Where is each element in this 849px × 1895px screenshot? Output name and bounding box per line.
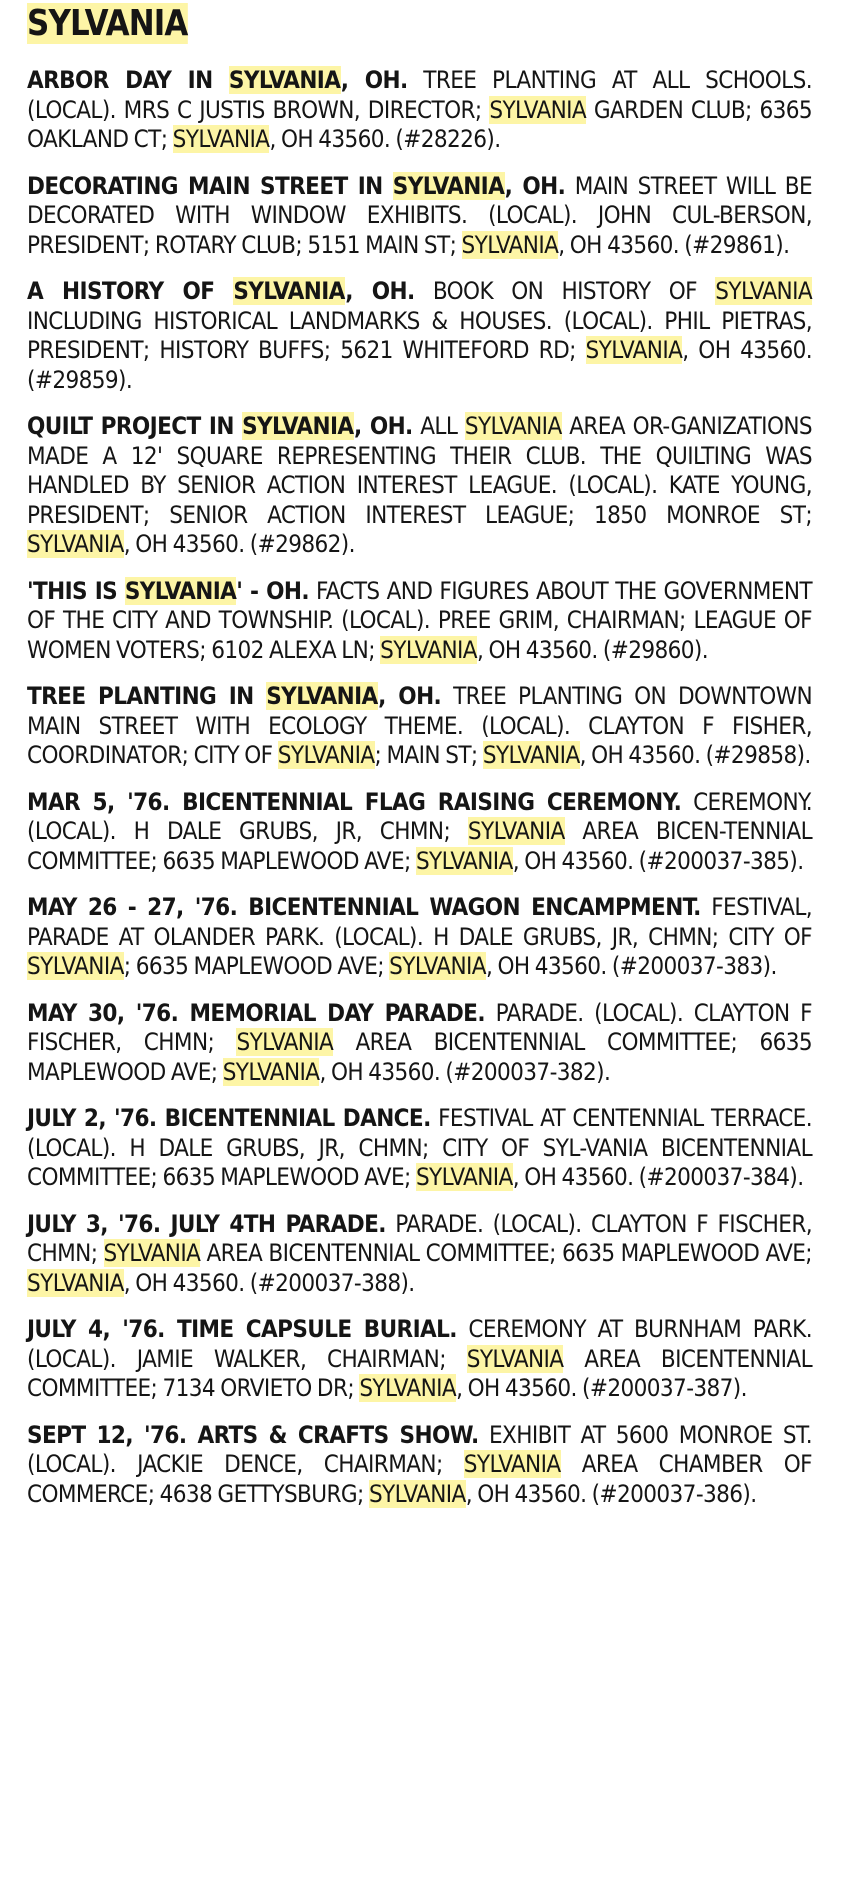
entry-body: FESTIVAL, PARADE AT OLANDER PARK. (LOCAL). H DALE GRUBS, JR, CHMN; CITY OF SYLVANIA; 6635 MAPLEWOOD AVE; SYLVANIA, OH 43560. (#200037-383). (27, 893, 812, 980)
highlighted-term: SYLVANIA (124, 576, 237, 605)
highlighted-term: SYLVANIA (277, 741, 375, 769)
highlighted-term: SYLVANIA (415, 846, 513, 875)
entry-this-is-sylvania (27, 577, 812, 666)
highlighted-term: SYLVANIA (103, 1239, 201, 1267)
entry-body: MAIN STREET WILL BE DECORATED WITH WINDOW EXHIBITS. (LOCAL). JOHN CUL-BERSON, PRESIDENT; ROTARY CLUB; 5151 MAIN ST; SYLVANIA, OH 43560. (#29861). (27, 171, 812, 259)
highlighted-term: SYLVANIA (461, 230, 559, 259)
entry-body: TREE PLANTING ON DOWNTOWN MAIN STREET WITH ECOLOGY THEME. (LOCAL). CLAYTON F FISHER, COORDINATOR; CITY OF SYLVANIA; MAIN ST; SYLVANIA, OH 43560. (#29858). (27, 682, 812, 769)
entry-title: MAY 26 - 27, '76. BICENTENNIAL WAGON ENCAMPMENT. (27, 893, 701, 921)
highlighted-term: SYLVANIA (415, 1163, 513, 1191)
highlighted-term: SYLVANIA (489, 95, 587, 124)
entry-arts-crafts-show (27, 1421, 812, 1510)
highlighted-term: SYLVANIA (27, 530, 124, 558)
entry-time-capsule-burial (27, 1315, 812, 1404)
page-heading (27, 0, 702, 47)
highlighted-term: SYLVANIA (392, 171, 505, 200)
entry-bicentennial-dance (27, 1104, 812, 1193)
entry-title: JULY 2, '76. BICENTENNIAL DANCE. (27, 1104, 431, 1132)
highlighted-term: SYLVANIA (466, 1344, 564, 1373)
highlighted-term: SYLVANIA (228, 66, 341, 94)
highlighted-term: SYLVANIA (715, 277, 813, 305)
entry-body: CEREMONY. (LOCAL). H DALE GRUBS, JR, CHMN; SYLVANIA AREA BICEN-TENNIAL COMMITTEE; 6635 MAPLEWOOD AVE; SYLVANIA, OH 43560. (#200037-385). (27, 787, 812, 875)
entry-body: CEREMONY AT BURNHAM PARK. (LOCAL). JAMIE WALKER, CHAIRMAN; SYLVANIA AREA BICENTENNIAL COMMITTEE; 7134 ORVIETO DR; SYLVANIA, OH 43560. (#200037-387). (27, 1315, 812, 1402)
highlighted-term: SYLVANIA (585, 336, 683, 364)
entry-arbor-day (27, 66, 812, 155)
entry-tree-planting (27, 682, 812, 771)
entry-july-4th-parade (27, 1210, 812, 1299)
entry-flag-raising (27, 788, 812, 877)
highlighted-term: SYLVANIA (172, 125, 270, 153)
entry-body: FACTS AND FIGURES ABOUT THE GOVERNMENT OF THE CITY AND TOWNSHIP. (LOCAL). PREE GRIM, CHAIRMAN; LEAGUE OF WOMEN VOTERS; 6102 ALEXA LN; SYLVANIA, OH 43560. (#29860). (27, 576, 812, 664)
entry-title: TREE PLANTING IN SYLVANIA, OH. (27, 682, 442, 710)
highlighted-term: SYLVANIA (27, 1268, 124, 1297)
highlighted-term: SYLVANIA (389, 952, 486, 980)
entry-body: TREE PLANTING AT ALL SCHOOLS. (LOCAL). MRS C JUSTIS BROWN, DIRECTOR; SYLVANIA GARDEN CLUB; 6365 OAKLAND CT; SYLVANIA, OH 43560. (#28226). (27, 66, 812, 153)
entry-decorating-main-street (27, 172, 812, 261)
entry-title: ARBOR DAY IN SYLVANIA, OH. (27, 66, 408, 94)
highlighted-term: SYLVANIA (222, 1057, 320, 1086)
entry-title: MAY 30, '76. MEMORIAL DAY PARADE. (27, 998, 485, 1027)
highlighted-term: SYLVANIA (380, 635, 477, 664)
entry-body: EXHIBIT AT 5600 MONROE ST. (LOCAL). JACKIE DENCE, CHAIRMAN; SYLVANIA AREA CHAMBER OF COMMERCE; 4638 GETTYSBURG; SYLVANIA, OH 43560. (#200037-386). (27, 1420, 812, 1508)
heading-text: SYLVANIA (27, 3, 188, 44)
entry-body: ALL SYLVANIA AREA OR-GANIZATIONS MADE A 12' SQUARE REPRESENTING THEIR CLUB. THE QUILTING WAS HANDLED BY SENIOR ACTION INTEREST LEAGUE. (LOCAL). KATE YOUNG, PRESIDENT; SENIOR ACTION INTEREST LEAGUE; 1850 MONROE ST; SYLVANIA, OH 43560. (#29862). (27, 412, 812, 558)
highlighted-term: SYLVANIA (482, 741, 580, 769)
highlighted-term: SYLVANIA (368, 1479, 466, 1508)
entry-title: A HISTORY OF SYLVANIA, OH. (27, 277, 415, 305)
document-page (27, 0, 812, 1509)
entry-body: PARADE. (LOCAL). CLAYTON F FISCHER, CHMN; SYLVANIA AREA BICENTENNIAL COMMITTEE; 6635 MAPLEWOOD AVE; SYLVANIA, OH 43560. (#200037-382). (27, 998, 813, 1086)
entry-title: JULY 4, '76. TIME CAPSULE BURIAL. (27, 1315, 457, 1343)
highlighted-term: SYLVANIA (242, 412, 354, 440)
highlighted-term: SYLVANIA (266, 682, 379, 710)
highlighted-term: SYLVANIA (467, 817, 565, 845)
entry-title: JULY 3, '76. JULY 4TH PARADE. (27, 1209, 386, 1238)
entry-history-of-sylvania (27, 277, 812, 395)
highlighted-term: SYLVANIA (463, 1450, 561, 1478)
entry-title: DECORATING MAIN STREET IN SYLVANIA, OH. (27, 171, 566, 200)
highlighted-term: SYLVANIA (464, 412, 562, 440)
entry-title: QUILT PROJECT IN SYLVANIA, OH. (27, 412, 413, 440)
entry-wagon-encampment (27, 893, 812, 982)
entry-quilt-project (27, 412, 812, 560)
entry-body: BOOK ON HISTORY OF SYLVANIA INCLUDING HISTORICAL LANDMARKS & HOUSES. (LOCAL). PHIL PIETRAS, PRESIDENT; HISTORY BUFFS; 5621 WHITEFORD RD; SYLVANIA, OH 43560. (#29859). (27, 277, 813, 394)
entry-title: 'THIS IS SYLVANIA' - OH. (27, 576, 309, 605)
entry-title: SEPT 12, '76. ARTS & CRAFTS SHOW. (27, 1420, 479, 1449)
highlighted-term: SYLVANIA (236, 1028, 334, 1056)
entry-body: PARADE. (LOCAL). CLAYTON F FISCHER, CHMN; SYLVANIA AREA BICENTENNIAL COMMITTEE; 6635 MAPLEWOOD AVE; SYLVANIA, OH 43560. (#200037-388). (27, 1209, 812, 1297)
highlighted-term: SYLVANIA (27, 952, 124, 980)
highlighted-term: SYLVANIA (233, 277, 346, 305)
entry-title: MAR 5, '76. BICENTENNIAL FLAG RAISING CEREMONY. (27, 787, 682, 816)
highlighted-term: SYLVANIA (359, 1374, 457, 1402)
entry-memorial-day-parade (27, 999, 812, 1088)
entry-body: FESTIVAL AT CENTENNIAL TERRACE. (LOCAL). H DALE GRUBS, JR, CHMN; CITY OF SYL-VANIA BICENTENNIAL COMMITTEE; 6635 MAPLEWOOD AVE; SYLVANIA, OH 43560. (#200037-384). (27, 1104, 812, 1191)
